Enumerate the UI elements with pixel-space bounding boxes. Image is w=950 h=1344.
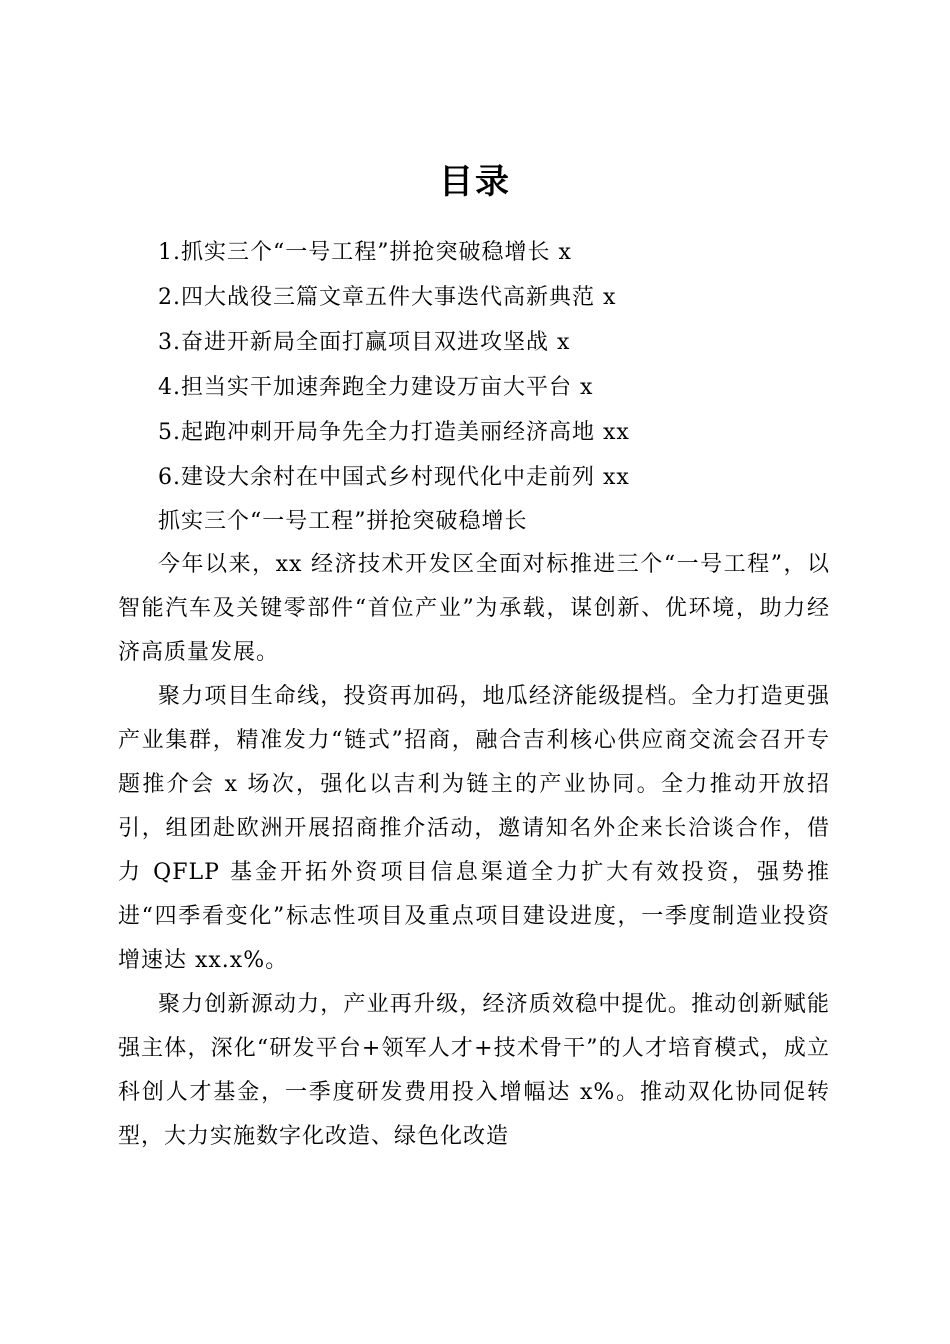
document-body (118, 500, 830, 1159)
table-of-contents (158, 230, 858, 500)
toc-item: 5.起跑冲刺开局争先全力打造美丽经济高地 xx (158, 420, 630, 445)
section-heading: 抓实三个“一号工程”拼抢突破稳增长 (158, 509, 528, 534)
body-paragraph: 聚力项目生命线，投资再加码，地瓜经济能级提档。全力打造更强产业集群，精准发力“链式”招商，融合吉利核心供应商交流会召开专题推介会 x 场次，强化以吉利为链主的产业协同。全力推动开放招引，组团赴欧洲开展招商推介活动，邀请知名外企来长洽谈合作，借力 QFLP 基金开拓外资项目信息渠道全力扩大有效投资，强势推进“四季看变化”标志性项目及重点项目建设进度，一季度制造业投资增速达 xx.x%。 (118, 684, 830, 973)
document-title: 目录 (439, 161, 511, 202)
toc-item: 1.抓实三个“一号工程”拼抢突破稳增长 x (158, 240, 572, 265)
body-paragraph: 今年以来，xx 经济技术开发区全面对标推进三个“一号工程”，以智能汽车及关键零部件“首位产业”为承载，谋创新、优环境，助力经济高质量发展。 (118, 552, 830, 665)
toc-item: 3.奋进开新局全面打赢项目双进攻坚战 x (158, 330, 571, 355)
toc-item: 2.四大战役三篇文章五件大事迭代高新典范 x (158, 285, 617, 310)
toc-item: 6.建设大余村在中国式乡村现代化中走前列 xx (158, 465, 630, 490)
toc-item: 4.担当实干加速奔跑全力建设万亩大平台 x (158, 375, 594, 400)
body-paragraph: 聚力创新源动力，产业再升级，经济质效稳中提优。推动创新赋能强主体，深化“研发平台+领军人才+技术骨干”的人才培育模式，成立科创人才基金，一季度研发费用投入增幅达 x%。推动双化协同促转型，大力实施数字化改造、绿色化改造 (118, 992, 830, 1149)
